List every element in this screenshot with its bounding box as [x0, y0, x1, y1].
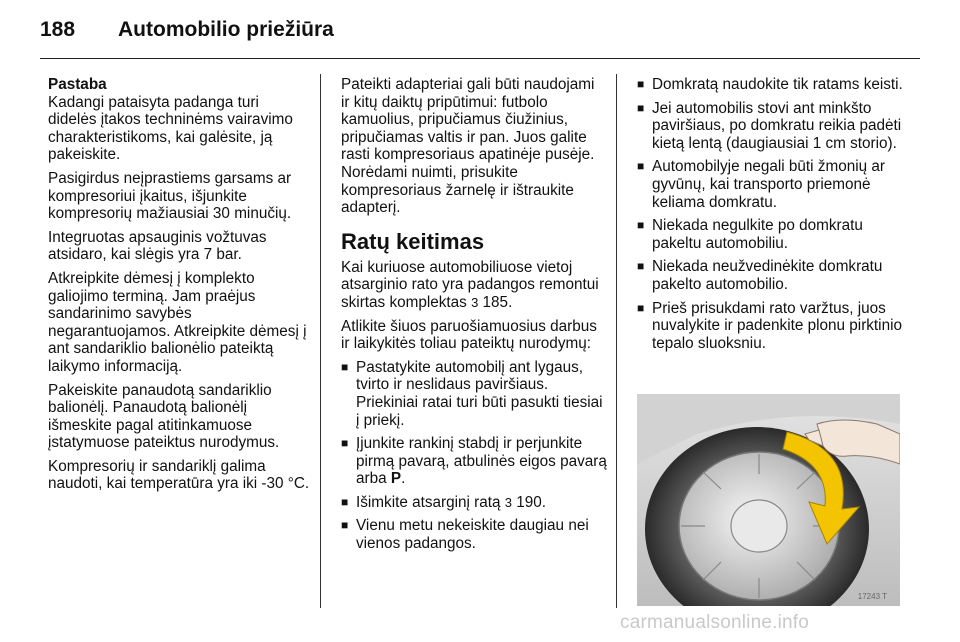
list-item — [637, 76, 909, 94]
paragraph: Pateikti adapteriai gali būti naudojami ir kitų daiktų pripūtimui: futbolo kamuolius, pripučiamus čiužinius, pripučiamas valtis ir pan. Juos galite rasti kompresoriaus apatinėje pusėje. Norėdami nuimti, prisukite kompresoriaus žarnelę ir ištraukite adapterį. — [341, 76, 595, 217]
wheel-hubcap-illustration — [637, 394, 900, 606]
column-divider-2 — [616, 74, 617, 608]
bullet-icon: ■ — [341, 436, 349, 451]
list-item-text: Išimkite atsarginį ratą — [356, 493, 505, 511]
paragraph: Atlikite šiuos paruošiamuosius darbus ir laikykitės toliau pateiktų nurodymų: — [341, 317, 597, 353]
list-item — [341, 435, 607, 488]
figure-code: 17243 T — [857, 592, 887, 601]
bullet-list — [637, 76, 909, 352]
list-item — [637, 258, 909, 293]
paragraph: Pakeiskite panaudotą sandariklio balionėlį. Panaudotą balionėlį išmeskite pagal atitinkamuose įstatymuose pateiktus nurodymus. — [48, 381, 280, 452]
page-ref-icon[interactable]: 3 — [504, 494, 513, 510]
paragraph: Pasigirdus neįprastiems garsams ar kompresoriui įkaitus, išjunkite kompresorių mažiausiai 30 minučių. — [48, 169, 292, 223]
paragraph-text: Kai kuriuose automobiliuose vietoj atsarginio rato yra padangos remontui skirtas komplektas — [341, 258, 599, 311]
bullet-list — [341, 359, 607, 553]
hub-center — [731, 500, 787, 552]
list-item — [341, 517, 607, 552]
list-item-text: Įjunkite rankinį stabdį ir perjunkite pirmą pavarą, atbulinės eigos pavarą arba — [356, 435, 607, 488]
page-ref-number[interactable]: 185. — [478, 293, 513, 311]
paragraph: Kompresorių ir sandariklį galima naudoti, kai temperatūra yra iki -30 °C. — [48, 457, 310, 493]
paragraph: Kadangi pataisyta padanga turi didelės įtakos techninėms vairavimo charakteristikoms, kai galėsite, ją pakeiskite. — [48, 93, 293, 164]
column-3 — [637, 76, 909, 358]
list-item — [341, 359, 607, 429]
page-ref-icon[interactable]: 3 — [471, 294, 479, 310]
bullet-icon: ■ — [341, 518, 349, 533]
bullet-icon: ■ — [637, 77, 645, 91]
list-item — [341, 494, 607, 512]
list-item-text: Jei automobilis stovi ant minkšto paviršiaus, po domkratu reikia padėti kietą lentą (daugiausiai 1 cm storio). — [652, 99, 902, 152]
page-title: Automobilio priežiūra — [118, 18, 334, 41]
section-heading: Ratų keitimas — [341, 228, 485, 254]
page-number: 188 — [40, 18, 76, 41]
list-item-text: Niekada neužvedinėkite domkratu pakelto automobilio. — [652, 258, 883, 293]
watermark: carmanualsonline.info — [620, 612, 810, 633]
note-title: Pastaba — [48, 76, 107, 93]
bullet-icon: ■ — [637, 259, 645, 274]
bullet-icon: ■ — [637, 300, 645, 315]
list-item-text: Pastatykite automobilį ant lygaus, tvirto ir neslidaus paviršiaus. Priekiniai ratai turi būti pasukti tiesiai į priekį. — [356, 358, 603, 429]
page-header — [40, 18, 334, 48]
bullet-icon: ■ — [637, 100, 645, 115]
wheel-illustration — [637, 394, 900, 606]
list-item-text: Niekada negulkite po domkratu pakeltu automobiliu. — [652, 217, 863, 252]
bullet-icon: ■ — [637, 159, 645, 174]
list-item-text: Prieš prisukdami rato varžtus, juos nuvalykite ir padenkite plonu pirktinio tepalo sluoksniu. — [652, 299, 902, 352]
paragraph: Atkreipkite dėmesį į komplekto galiojimo terminą. Jam praėjus sandarinimo savybės negarantuojamos. Atkreipkite dėmesį į ant sandariklio balionėlio pateiktą laikymo informaciją. — [48, 269, 307, 375]
list-item-text: Domkratą naudokite tik ratams keisti. — [652, 76, 903, 93]
list-item-text: Vienu metu nekeiskite daugiau nei vienos padangos. — [356, 517, 589, 553]
list-item — [637, 158, 909, 211]
header-rule — [40, 58, 920, 59]
list-item-text: Automobilyje negali būti žmonių ar gyvūnų, kai transporto priemonė keliama domkratu. — [652, 158, 885, 211]
bullet-icon: ■ — [341, 359, 349, 374]
list-item — [637, 100, 909, 153]
list-item — [637, 217, 909, 252]
column-2 — [341, 76, 607, 559]
page-ref-number[interactable]: 190. — [512, 493, 547, 511]
list-item-text: . — [401, 470, 406, 488]
bullet-icon: ■ — [637, 218, 645, 233]
list-item — [637, 300, 909, 353]
bullet-icon: ■ — [341, 494, 349, 509]
gear-label: P — [390, 470, 402, 488]
paragraph: Integruotas apsauginis vožtuvas atsidaro, kai slėgis yra 7 bar. — [48, 228, 267, 264]
column-1 — [48, 76, 310, 499]
paragraph — [341, 259, 607, 312]
column-divider-1 — [320, 74, 321, 608]
